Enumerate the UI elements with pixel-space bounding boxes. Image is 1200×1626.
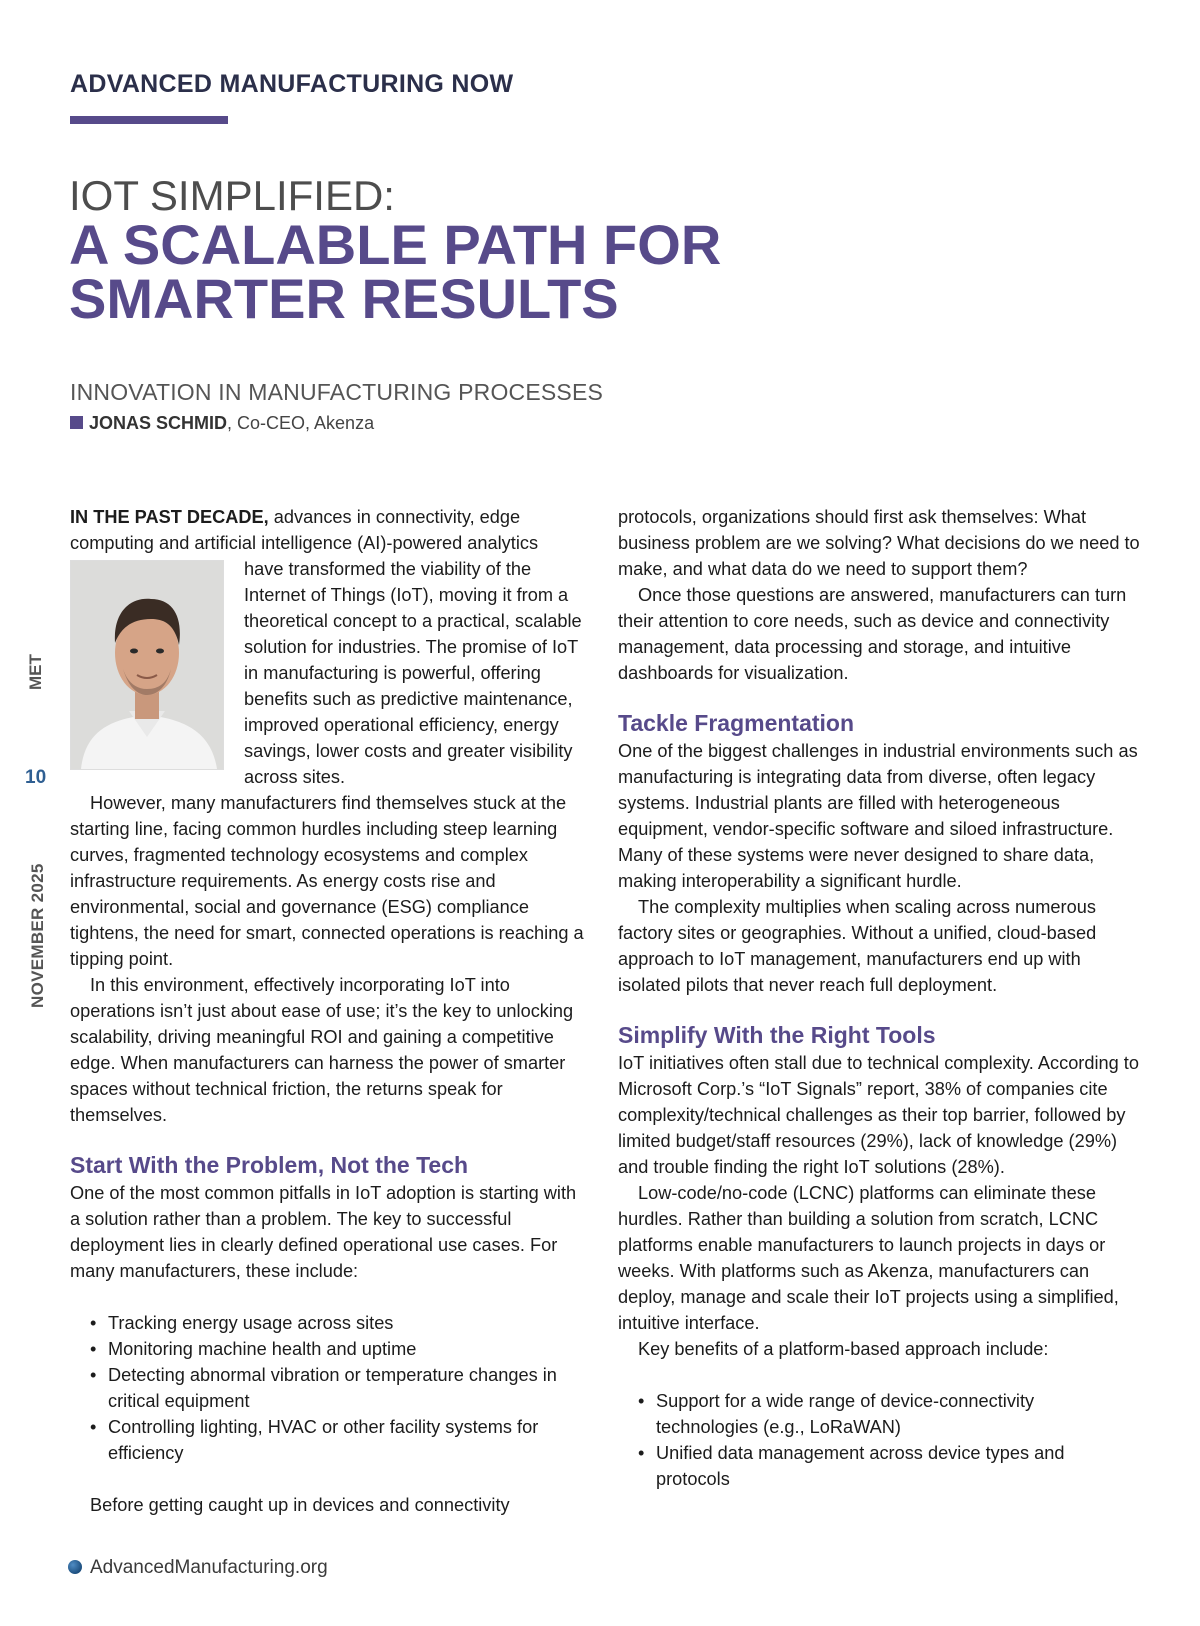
author-name: JONAS SCHMID: [89, 413, 228, 433]
paragraph-iot-initiatives: IoT initiatives often stall due to technical complexity. According to Microsoft Corp.’s “IoT Signals” report, 38% of companies cite complexity/technical challenges as their top barrier, followed by limited budget/staff resources (29%), lack of knowledge (29%) and trouble finding the right IoT solutions (28%).: [618, 1053, 1139, 1177]
list-item: • Detecting abnormal vibration or temperature changes in critical equipment: [108, 1362, 590, 1414]
spacer: [618, 998, 1140, 1020]
section-kicker: ADVANCED MANUFACTURING NOW: [70, 70, 514, 98]
intro-text: advances in connectivity, edge computing and artificial intelligence (AI)-powered analytics: [70, 507, 539, 553]
heading-tackle-fragmentation: Tackle Fragmentation: [618, 710, 855, 736]
paragraph-before-getting: Before getting caught up in devices and connectivity: [90, 1495, 510, 1515]
footer-site: [68, 1557, 328, 1579]
headline-main: [69, 213, 722, 330]
list-item: • Monitoring machine health and uptime: [108, 1336, 590, 1362]
kicker-underline: [70, 116, 228, 124]
paragraph-intro: [70, 504, 590, 556]
publication-label: MET: [26, 654, 45, 690]
spacer: [70, 1284, 590, 1310]
footer-url: AdvancedManufacturing.org: [90, 1557, 328, 1578]
paragraph-fragmentation: One of the biggest challenges in industrial environments such as manufacturing is integrating data from diverse, often legacy systems. Industrial plants are filled with heterogeneous equipment, vendor-specific software and siloed infrastructure. Many of these systems were never designed to share data, making interoperability a significant hurdle.: [618, 741, 1138, 891]
headline-line-3: SMARTER RESULTS: [69, 267, 619, 330]
paragraph-lcnc: Low-code/no-code (LCNC) platforms can eliminate these hurdles. Rather than building a solution from scratch, LCNC platforms enable manufacturers to launch projects in days or weeks. With platforms such as Akenza, manufacturers can deploy, manage and scale their IoT projects using a simplified, intuitive interface.: [618, 1183, 1119, 1333]
page-number: 10: [25, 767, 47, 788]
paragraph-before-getting-cont: protocols, organizations should first ask themselves: What business problem are we solving? What decisions do we need to make, and what data do we need to support them?: [618, 507, 1140, 579]
byline: [70, 413, 374, 434]
lead-in: IN THE PAST DECADE,: [70, 507, 269, 527]
list-item: • Tracking energy usage across sites: [108, 1310, 590, 1336]
paragraph-core-needs: Once those questions are answered, manufacturers can turn their attention to core needs, such as device and connectivity management, data processing and storage, and intuitive dashboards for visualization.: [618, 585, 1127, 683]
list-item: • Controlling lighting, HVAC or other facility systems for efficiency: [108, 1414, 590, 1466]
byline-square-icon: [70, 416, 83, 429]
author-role: , Co-CEO, Akenza: [227, 413, 375, 433]
paragraph-key-benefits: Key benefits of a platform-based approach include:: [638, 1339, 1049, 1359]
spacer: [618, 686, 1140, 708]
spacer: [70, 1128, 590, 1150]
spacer: [618, 1362, 1140, 1388]
issue-date: NOVEMBER 2025: [28, 863, 47, 1008]
benefits-list: [618, 1388, 1140, 1492]
paragraph-complexity: The complexity multiplies when scaling across numerous factory sites or geographies. Without a unified, cloud-based approach to IoT management, manufacturers end up with isolated pilots that never reach full deployment.: [618, 897, 1097, 995]
author-portrait: [70, 560, 224, 770]
list-item: • Support for a wide range of device-connectivity technologies (e.g., LoRaWAN): [656, 1388, 1140, 1440]
headline-line-1: IOT SIMPLIFIED:: [69, 172, 395, 219]
article-column-left-body: [70, 504, 590, 1518]
paragraph-environment: In this environment, effectively incorporating IoT into operations isn’t just about ease of use; it’s the key to unlocking scalability, driving meaningful ROI and gaining a competitive edge. When manufacturers can harness the power of smarter spaces without technical friction, the returns speak for themselves.: [70, 975, 574, 1125]
use-case-list: [70, 1310, 590, 1466]
paragraph-hurdles: However, many manufacturers find themselves stuck at the starting line, facing common hurdles including steep learning curves, fragmented technology ecosystems and complex infrastructure requirements. As energy costs rise and environmental, social and governance (ESG) compliance tightens, the need for smart, connected operations is reaching a tipping point.: [70, 793, 584, 969]
heading-start-with-problem: Start With the Problem, Not the Tech: [70, 1152, 469, 1178]
list-item: • Unified data management across device types and protocols: [656, 1440, 1140, 1492]
author-portrait-illustration: [71, 561, 223, 769]
paragraph-pitfalls: One of the most common pitfalls in IoT adoption is starting with a solution rather than a problem. The key to successful deployment lies in clearly defined operational use cases. For many manufacturers, these include:: [70, 1183, 577, 1281]
intro-text-continued: have transformed the viability of the Internet of Things (IoT), moving it from a theoretical concept to a practical, scalable solution for industries. The promise of IoT in manufacturing is powerful, offering benefits such as predictive maintenance, improved operational efficiency, energy savings, lower costs and greater visibility across sites.: [244, 559, 582, 787]
article-column-right: [618, 504, 1140, 1492]
headline-line-2: A SCALABLE PATH FOR: [69, 213, 722, 276]
globe-icon: [68, 1560, 82, 1574]
heading-simplify: Simplify With the Right Tools: [618, 1022, 936, 1048]
spacer: [70, 1466, 590, 1492]
article-subtitle: INNOVATION IN MANUFACTURING PROCESSES: [70, 379, 604, 405]
paragraph-intro-continued: [70, 556, 590, 790]
